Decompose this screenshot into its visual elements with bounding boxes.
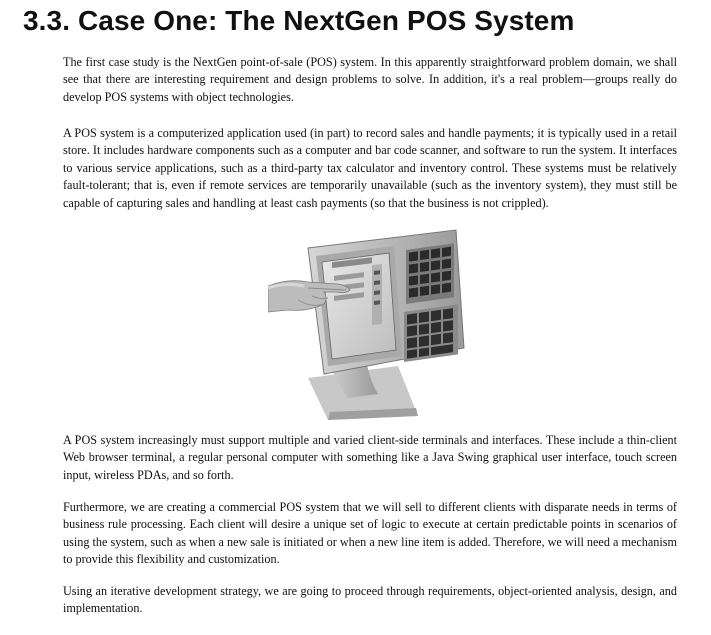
section-title: 3.3. Case One: The NextGen POS System [23, 5, 575, 36]
paragraph-pos-definition: A POS system is a computerized application used (in part) to record sales and handle payments; it is typically used in a retail store. It includes hardware components such as a computer and bar code scanner, and software to run the system. It interfaces to various service applications, such as a third-party tax calculator and inventory control. These systems must be relatively fault-tolerant; that is, even if remote services are temporarily unavailable (such as the inventory system), they must still be capable of capturing sales and handling at least cash payments (so that the business is not crippled). [63, 126, 677, 210]
pos-terminal-figure [268, 228, 468, 420]
paragraph-iterative-strategy: Using an iterative development strategy, we are going to proceed through requirements, object-oriented analysis, design, and implementation. [63, 584, 677, 616]
paragraph-client-terminals: A POS system increasingly must support multiple and varied client-side terminals and interfaces. These include a thin-client Web browser terminal, a regular personal computer with something like a Java Swing graphical user interface, touch screen input, wireless PDAs, and so forth. [63, 433, 677, 482]
pos-terminal-touchscreen-icon [268, 228, 468, 420]
paragraph-intro: The first case study is the NextGen point-of-sale (POS) system. In this apparently straightforward problem domain, we shall see that there are interesting requirement and design problems to solve. In addition, it's a real problem—groups really do develop POS systems with object technologies. [63, 55, 677, 104]
paragraph-business-rules: Furthermore, we are creating a commercial POS system that we will sell to different clients with disparate needs in terms of business rule processing. Each client will desire a unique set of logic to execute at certain predictable points in scenarios of using the system, such as when a new sale is initiated or when a new line item is added. Therefore, we will need a mechanism to provide this flexibility and customization. [63, 500, 677, 567]
